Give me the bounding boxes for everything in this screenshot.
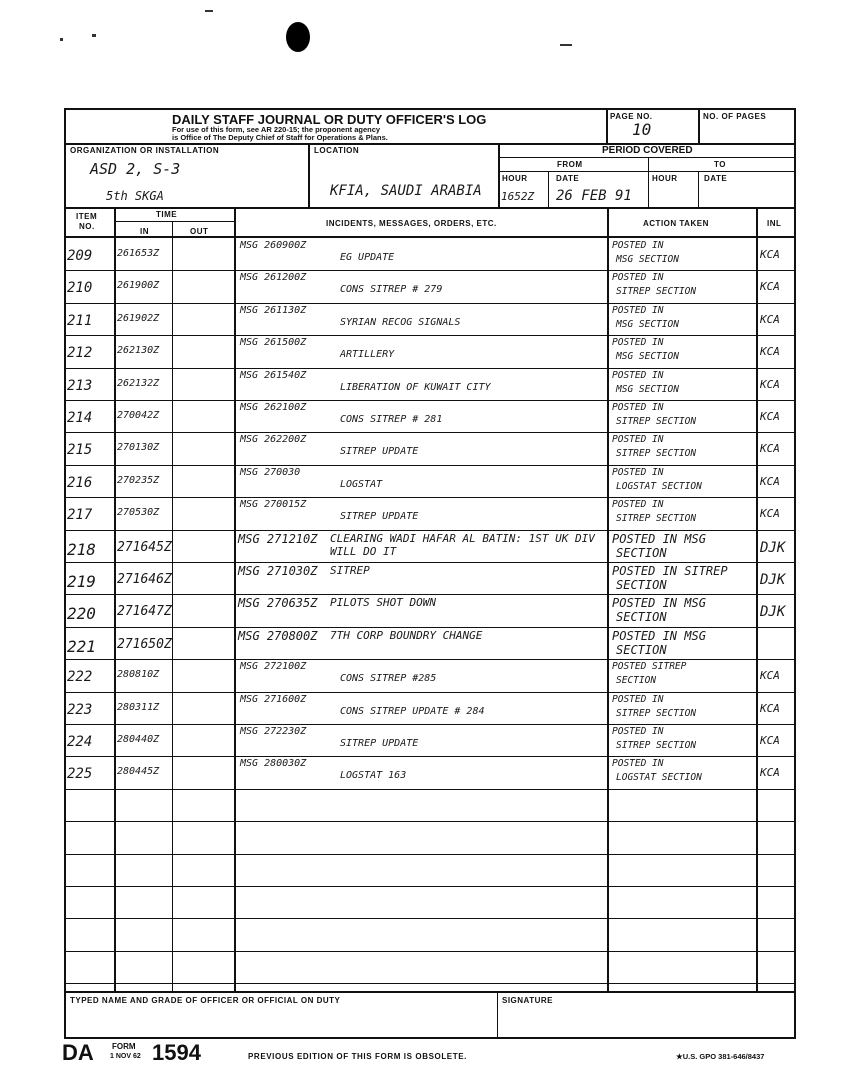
message-desc: LOGSTAT bbox=[340, 479, 383, 490]
initials: KCA bbox=[760, 669, 780, 682]
row-divider bbox=[64, 303, 796, 304]
message-id: MSG 270800Z bbox=[238, 629, 318, 643]
action-line-2: SITREP SECTION bbox=[616, 708, 697, 719]
initials: KCA bbox=[760, 313, 780, 326]
initials: KCA bbox=[760, 475, 780, 488]
action-line-2: SITREP SECTION bbox=[616, 286, 697, 297]
message-id: MSG 261200Z bbox=[240, 272, 307, 283]
action-line-1: POSTED IN bbox=[612, 499, 664, 510]
message-desc: CONS SITREP UPDATE # 284 bbox=[340, 706, 485, 717]
action-line-1: POSTED IN bbox=[612, 370, 664, 381]
page-no-label: PAGE NO. bbox=[610, 112, 653, 121]
item-no: 216 bbox=[67, 475, 93, 491]
time-in: 261902Z bbox=[117, 313, 160, 324]
page-no-value: 10 bbox=[632, 120, 652, 139]
action-line-1: POSTED IN bbox=[612, 305, 664, 316]
action-line-2: SITREP SECTION bbox=[616, 740, 697, 751]
row-divider bbox=[64, 465, 796, 466]
message-id: MSG 272230Z bbox=[240, 726, 307, 737]
time-out-label: OUT bbox=[190, 227, 209, 236]
message-id: MSG 271600Z bbox=[240, 694, 307, 705]
message-desc: CONS SITREP #285 bbox=[340, 673, 437, 684]
item-no: 220 bbox=[67, 604, 96, 623]
time-in: 271645Z bbox=[117, 540, 172, 555]
message-id: MSG 261540Z bbox=[240, 370, 307, 381]
action-line-2: SECTION bbox=[616, 675, 657, 686]
message-id: MSG 261130Z bbox=[240, 305, 307, 316]
form-da: DA bbox=[62, 1040, 94, 1065]
time-in: 270530Z bbox=[117, 507, 160, 518]
initials: KCA bbox=[760, 442, 780, 455]
row-divider bbox=[64, 270, 796, 271]
from-hour-label: HOUR bbox=[502, 174, 528, 183]
action-line-1: POSTED IN bbox=[612, 240, 664, 251]
action-line-2: MSG SECTION bbox=[616, 384, 679, 395]
action-line-1: POSTED IN bbox=[612, 337, 664, 348]
initials: DJK bbox=[760, 604, 786, 620]
row-divider bbox=[64, 368, 796, 369]
action-line-1: POSTED IN MSG bbox=[612, 532, 706, 546]
action-line-2: SITREP SECTION bbox=[616, 448, 697, 459]
item-no: 219 bbox=[67, 572, 96, 591]
message-id: MSG 271030Z bbox=[238, 564, 318, 578]
scan-speck bbox=[560, 44, 572, 46]
action-line-2: MSG SECTION bbox=[616, 351, 679, 362]
gpo-note: ★U.S. GPO 381-646/8437 bbox=[676, 1052, 765, 1061]
action-line-1: POSTED IN bbox=[612, 758, 664, 769]
item-no: 213 bbox=[67, 378, 93, 394]
row-divider bbox=[64, 951, 796, 952]
message-desc: SITREP UPDATE bbox=[340, 446, 419, 457]
message-desc: SITREP UPDATE bbox=[340, 511, 419, 522]
form-date: 1 NOV 62 bbox=[110, 1053, 141, 1060]
org-value-1: ASD 2, S-3 bbox=[90, 160, 181, 178]
message-id: MSG 260900Z bbox=[240, 240, 307, 251]
time-in-label: IN bbox=[140, 227, 149, 236]
action-label: ACTION TAKEN bbox=[643, 219, 709, 228]
action-line-1: POSTED IN SITREP bbox=[612, 564, 728, 578]
row-divider bbox=[64, 886, 796, 887]
item-no: 221 bbox=[67, 637, 96, 656]
to-hour-label: HOUR bbox=[652, 174, 678, 183]
scan-speck bbox=[286, 22, 310, 52]
form-number: 1594 bbox=[152, 1040, 201, 1065]
time-label: TIME bbox=[156, 210, 178, 219]
message-id: MSG 270635Z bbox=[238, 596, 318, 610]
period-label: PERIOD COVERED bbox=[602, 145, 693, 156]
message-id: MSG 261500Z bbox=[240, 337, 307, 348]
message-desc: 7TH CORP BOUNDRY CHANGE bbox=[330, 629, 483, 642]
message-desc: ARTILLERY bbox=[340, 349, 395, 360]
item-label: ITEM bbox=[76, 212, 98, 221]
row-divider bbox=[64, 821, 796, 822]
row-divider bbox=[64, 918, 796, 919]
initials: KCA bbox=[760, 345, 780, 358]
to-label: TO bbox=[714, 160, 726, 169]
message-desc: PILOTS SHOT DOWN bbox=[330, 596, 436, 609]
item-no: 210 bbox=[67, 280, 93, 296]
message-desc: SITREP bbox=[330, 564, 370, 577]
row-divider bbox=[64, 497, 796, 498]
message-id: MSG 271210Z bbox=[238, 532, 318, 546]
message-id: MSG 270015Z bbox=[240, 499, 307, 510]
item-no: 214 bbox=[67, 410, 93, 426]
initials: DJK bbox=[760, 540, 786, 556]
item-no: 211 bbox=[67, 313, 93, 329]
initials: KCA bbox=[760, 378, 780, 391]
time-in: 262132Z bbox=[117, 378, 160, 389]
action-line-2: SECTION bbox=[616, 546, 667, 560]
row-divider bbox=[64, 335, 796, 336]
row-divider bbox=[64, 659, 796, 660]
action-line-1: POSTED IN bbox=[612, 402, 664, 413]
form-subtitle-1: For use of this form, see AR 220-15; the proponent agency bbox=[172, 125, 381, 134]
row-divider bbox=[64, 789, 796, 790]
time-in: 280445Z bbox=[117, 766, 160, 777]
action-line-1: POSTED IN bbox=[612, 726, 664, 737]
row-divider bbox=[64, 983, 796, 984]
message-id: MSG 280030Z bbox=[240, 758, 307, 769]
form-subtitle-2: is Office of The Deputy Chief of Staff for Operations & Plans. bbox=[172, 133, 388, 142]
time-in: 280810Z bbox=[117, 669, 160, 680]
from-label: FROM bbox=[557, 160, 583, 169]
time-in: 280311Z bbox=[117, 702, 160, 713]
form-title: DAILY STAFF JOURNAL OR DUTY OFFICER'S LOG bbox=[172, 112, 487, 127]
action-line-2: MSG SECTION bbox=[616, 254, 679, 265]
scan-speck bbox=[92, 34, 96, 37]
org-label: ORGANIZATION OR INSTALLATION bbox=[70, 146, 220, 155]
previous-edition-note: PREVIOUS EDITION OF THIS FORM IS OBSOLETE. bbox=[248, 1052, 467, 1061]
from-date-value: 26 FEB 91 bbox=[556, 188, 632, 204]
row-divider bbox=[64, 724, 796, 725]
time-in: 270130Z bbox=[117, 442, 160, 453]
time-in: 271650Z bbox=[117, 637, 172, 652]
message-desc: CONS SITREP # 281 bbox=[340, 414, 443, 425]
location-label: LOCATION bbox=[314, 146, 360, 155]
message-desc: CONS SITREP # 279 bbox=[340, 284, 443, 295]
action-line-2: SITREP SECTION bbox=[616, 513, 697, 524]
message-id: MSG 272100Z bbox=[240, 661, 307, 672]
action-line-2: SECTION bbox=[616, 643, 667, 657]
item-no: 222 bbox=[67, 669, 93, 685]
action-line-2: MSG SECTION bbox=[616, 319, 679, 330]
message-id: MSG 262100Z bbox=[240, 402, 307, 413]
org-value-2: 5th SKGA bbox=[106, 189, 164, 203]
action-line-2: LOGSTAT SECTION bbox=[616, 481, 702, 492]
message-desc: LIBERATION OF KUWAIT CITY bbox=[340, 382, 491, 393]
initials: KCA bbox=[760, 702, 780, 715]
item-no: 212 bbox=[67, 345, 93, 361]
initials: KCA bbox=[760, 410, 780, 423]
item-no: 223 bbox=[67, 702, 93, 718]
action-line-1: POSTED IN MSG bbox=[612, 596, 706, 610]
inl-label: INL bbox=[767, 219, 782, 228]
initials: DJK bbox=[760, 572, 786, 588]
action-line-2: SECTION bbox=[616, 610, 667, 624]
incidents-label: INCIDENTS, MESSAGES, ORDERS, ETC. bbox=[326, 219, 497, 228]
row-divider bbox=[64, 854, 796, 855]
item-no: 209 bbox=[67, 248, 93, 264]
initials: KCA bbox=[760, 734, 780, 747]
time-in: 271647Z bbox=[117, 604, 172, 619]
time-in: 261900Z bbox=[117, 280, 160, 291]
row-divider bbox=[64, 756, 796, 757]
typed-name-label: TYPED NAME AND GRADE OF OFFICER OR OFFICIAL ON DUTY bbox=[70, 996, 341, 1005]
row-divider bbox=[64, 530, 796, 531]
item-no: 215 bbox=[67, 442, 93, 458]
action-line-1: POSTED SITREP bbox=[612, 661, 687, 672]
to-date-label: DATE bbox=[704, 174, 728, 183]
initials: KCA bbox=[760, 280, 780, 293]
item-no: 218 bbox=[67, 540, 96, 559]
message-desc: EG UPDATE bbox=[340, 252, 395, 263]
scan-speck bbox=[205, 10, 213, 12]
scan-speck bbox=[60, 38, 63, 41]
time-in: 270042Z bbox=[117, 410, 160, 421]
action-line-2: SITREP SECTION bbox=[616, 416, 697, 427]
message-desc: CLEARING WADI HAFAR AL BATIN: 1ST UK DIV WILL DO IT bbox=[330, 532, 595, 558]
item-no: 224 bbox=[67, 734, 93, 750]
time-in: 271646Z bbox=[117, 572, 172, 587]
item-no: 217 bbox=[67, 507, 93, 523]
location-value: KFIA, SAUDI ARABIA bbox=[330, 183, 482, 199]
message-desc: LOGSTAT 163 bbox=[340, 770, 407, 781]
row-divider bbox=[64, 562, 796, 563]
row-divider bbox=[64, 692, 796, 693]
no-of-pages-label: NO. OF PAGES bbox=[703, 112, 767, 121]
initials: KCA bbox=[760, 248, 780, 261]
time-in: 280440Z bbox=[117, 734, 160, 745]
action-line-1: POSTED IN MSG bbox=[612, 629, 706, 643]
action-line-2: LOGSTAT SECTION bbox=[616, 772, 702, 783]
message-desc: SITREP UPDATE bbox=[340, 738, 419, 749]
item-no: 225 bbox=[67, 766, 93, 782]
action-line-1: POSTED IN bbox=[612, 272, 664, 283]
time-in: 262130Z bbox=[117, 345, 160, 356]
initials: KCA bbox=[760, 766, 780, 779]
row-divider bbox=[64, 594, 796, 595]
message-id: MSG 262200Z bbox=[240, 434, 307, 445]
signature-label: SIGNATURE bbox=[502, 996, 554, 1005]
action-line-1: POSTED IN bbox=[612, 434, 664, 445]
action-line-2: SECTION bbox=[616, 578, 667, 592]
action-line-1: POSTED IN bbox=[612, 694, 664, 705]
row-divider bbox=[64, 400, 796, 401]
item-no-label: NO. bbox=[79, 222, 95, 231]
message-id: MSG 270030 bbox=[240, 467, 301, 478]
row-divider bbox=[64, 627, 796, 628]
from-date-label: DATE bbox=[556, 174, 580, 183]
time-in: 270235Z bbox=[117, 475, 160, 486]
row-divider bbox=[64, 432, 796, 433]
form-word: FORM bbox=[112, 1042, 136, 1051]
initials: KCA bbox=[760, 507, 780, 520]
message-desc: SYRIAN RECOG SIGNALS bbox=[340, 317, 461, 328]
action-line-1: POSTED IN bbox=[612, 467, 664, 478]
from-hour-value: 1652Z bbox=[501, 190, 535, 203]
time-in: 261653Z bbox=[117, 248, 160, 259]
